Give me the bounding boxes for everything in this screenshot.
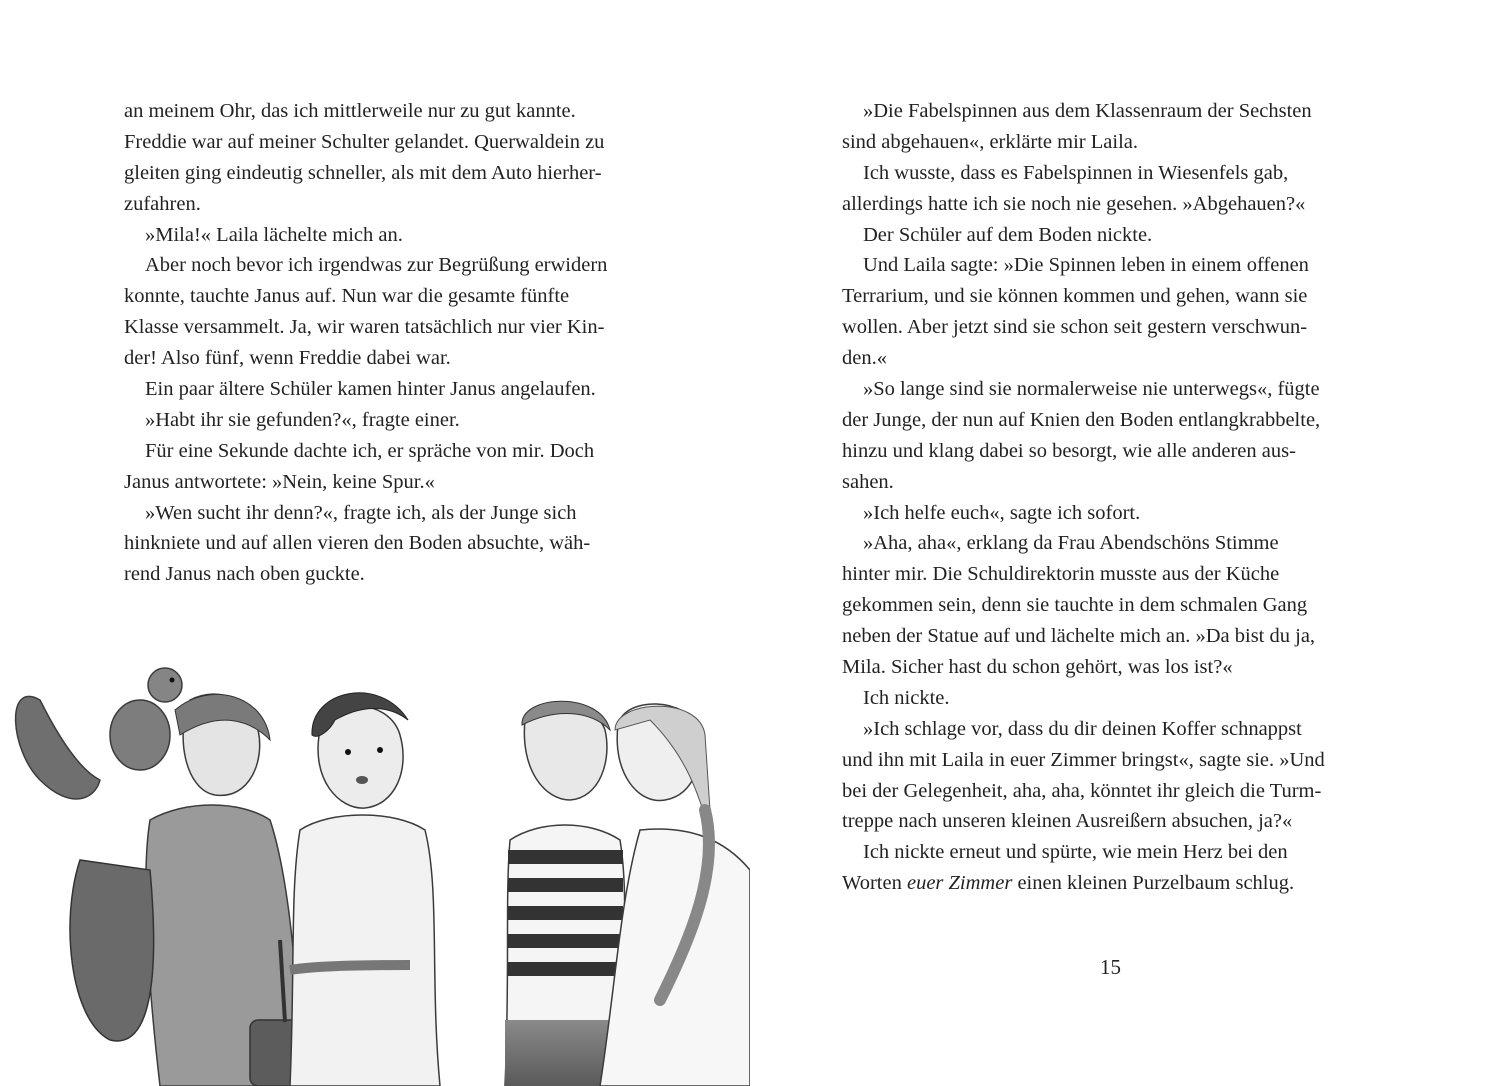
text-line: Klasse versammelt. Ja, wir waren tatsächlich nur vier Kin- [124,316,605,339]
italic-text: euer Zimmer [906,872,1013,895]
text-line [842,158,1382,189]
text-line: der! Also fünf, wenn Freddie dabei war. [124,347,451,370]
text-line: »Habt ihr sie gefunden?«, fragte einer. [145,408,460,431]
text-segment: den.« [842,347,887,370]
text-line: Für eine Sekunde dachte ich, er spräche von mir. Doch [145,439,595,462]
text-segment: Und Laila sagte: »Die Spinnen leben in einem offenen [863,254,1309,277]
text-line [842,683,1382,714]
text-segment: treppe nach unseren kleinen Ausreißern absuchen, ja?« [842,810,1293,833]
text-line: gleiten ging eindeutig schneller, als mit dem Auto hierher- [124,161,602,184]
text-line: rend Janus nach oben guckte. [124,563,365,586]
text-line: zufahren. [124,192,201,215]
text-line [842,776,1382,807]
text-line: Aber noch bevor ich irgendwas zur Begrüßung erwidern [145,254,608,277]
text-segment: hinzu und klang dabei so besorgt, wie alle anderen aus- [842,439,1296,462]
text-line [842,374,1382,405]
girl-with-backpack-figure [70,694,320,1086]
squirrel-figure [16,668,182,799]
text-segment: »Ich helfe euch«, sagte ich sofort. [863,501,1141,524]
text-line: an meinem Ohr, das ich mittlerweile nur zu gut kannte. [124,100,576,122]
text-segment: sahen. [842,470,894,493]
text-line [842,837,1382,868]
text-segment: Terrarium, und sie können kommen und gehen, wann sie [842,285,1308,308]
text-segment: bei der Gelegenheit, aha, aha, könntet ihr gleich die Turm- [842,779,1322,802]
text-segment: wollen. Aber jetzt sind sie schon seit gestern verschwun- [842,316,1308,339]
text-segment: neben der Statue auf und lächelte mich an. »Da bist du ja, [842,625,1316,648]
text-line [842,250,1382,281]
text-line [842,498,1382,529]
dark-haired-boy-figure [290,693,440,1086]
text-segment: und ihn mit Laila in euer Zimmer bringst«, sagte sie. »Und [842,748,1325,771]
text-line [842,96,1382,127]
right-page-text [842,96,1382,899]
text-segment: »Aha, aha«, erklang da Frau Abendschöns Stimme [863,532,1279,555]
text-line [842,281,1382,312]
text-line [842,467,1382,498]
text-line [842,127,1382,158]
text-line [842,714,1382,745]
text-line [842,652,1382,683]
text-line: Janus antwortete: »Nein, keine Spur.« [124,470,435,493]
text-line: hinkniete und auf allen vieren den Boden absuchte, wäh- [124,532,591,555]
text-line [842,621,1382,652]
text-segment: »Die Fabelspinnen aus dem Klassenraum der Sechsten [863,100,1312,122]
children-illustration [0,640,750,1086]
text-line [842,745,1382,776]
text-segment: gekommen sein, denn sie tauchte in dem schmalen Gang [842,594,1308,617]
text-segment: sind abgehauen«, erklärte mir Laila. [842,130,1138,153]
text-line [842,189,1382,220]
text-segment: einen kleinen Purzelbaum schlug. [1012,872,1295,895]
text-line: konnte, tauchte Janus auf. Nun war die gesamte fünfte [124,285,570,308]
text-line [842,868,1382,899]
text-line [842,436,1382,467]
text-segment: Worten [842,872,907,895]
page-number: 15 [1100,955,1121,979]
text-segment: »So lange sind sie normalerweise nie unterwegs«, fügte [863,378,1320,401]
text-segment: hinter mir. Die Schuldirektorin musste aus der Küche [842,563,1280,586]
text-line: »Wen sucht ihr denn?«, fragte ich, als der Junge sich [145,501,577,524]
text-line [842,559,1382,590]
text-segment: der Junge, der nun auf Knien den Boden entlangkrabbelte, [842,408,1321,431]
text-line [842,343,1382,374]
striped-shirt-boy-figure [505,701,625,1086]
text-segment: Ich wusste, dass es Fabelspinnen in Wiesenfels gab, [863,161,1289,184]
text-segment: allerdings hatte ich sie noch nie gesehen. »Abgehauen?« [842,192,1306,215]
text-segment: Ich nickte erneut und spürte, wie mein Herz bei den [863,841,1288,864]
text-line: Freddie war auf meiner Schulter gelandet. Querwaldein zu [124,130,605,153]
text-line [842,405,1382,436]
text-line [842,590,1382,621]
left-page-text [124,96,664,590]
text-line [842,806,1382,837]
text-line [842,312,1382,343]
text-line [842,220,1382,251]
right-page [750,0,1500,1086]
text-segment: Ich nickte. [863,686,950,709]
text-line: Ein paar ältere Schüler kamen hinter Janus angelaufen. [145,378,596,401]
text-line: »Mila!« Laila lächelte mich an. [145,223,403,246]
text-segment: »Ich schlage vor, dass du dir deinen Koffer schnappst [863,717,1302,740]
text-line [842,528,1382,559]
text-segment: Der Schüler auf dem Boden nickte. [863,223,1153,246]
text-segment: Mila. Sicher hast du schon gehört, was los ist?« [842,656,1233,679]
